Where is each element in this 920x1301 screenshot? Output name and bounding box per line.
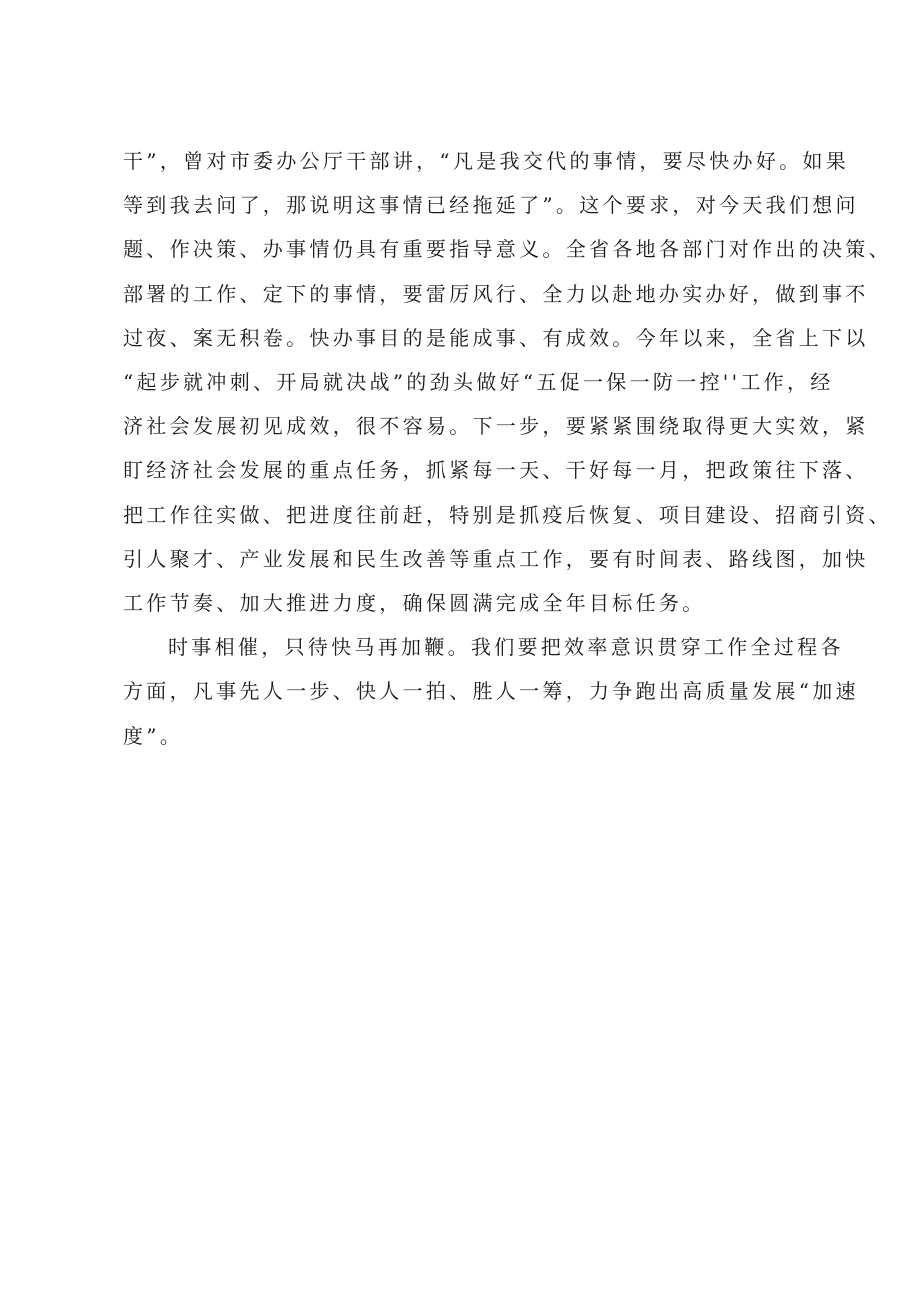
text-line: 部署的工作、定下的事情，要雷厉风行、全力以赴地办实办好，做到事不: [123, 281, 869, 306]
text-line: 等到我去问了，那说明这事情已经拖延了”。这个要求，对今天我们想问: [123, 193, 859, 218]
text-line: 盯经济社会发展的重点任务，抓紧每一天、干好每一月，把政策往下落、: [123, 458, 869, 483]
text-line: “起步就冲刺、开局就决战”的劲头做好“五促一保一防一控''工作，经: [123, 370, 834, 395]
text-line: 题、作决策、办事情仍具有重要指导意义。全省各地各部门对作出的决策、: [123, 237, 892, 262]
text-line: 方面，凡事先人一步、快人一拍、胜人一筹，力争跑出高质量发展“加速: [123, 679, 859, 704]
text-line: 度”。: [123, 723, 184, 748]
paragraph-2: [123, 625, 859, 758]
text-line: 干”，曾对市委办公厅干部讲，“凡是我交代的事情，要尽快办好。如果: [123, 149, 850, 173]
text-line: 济社会发展初见成效，很不容易。下一步，要紧紧围绕取得更大实效，紧: [123, 414, 869, 439]
text-line: 时事相催，只待快马再加鞭。我们要把效率意识贯穿工作全过程各: [168, 635, 844, 660]
text-line: 过夜、案无积卷。快办事目的是能成事、有成效。今年以来，全省上下以: [123, 325, 869, 350]
text-line: 引人聚才、产业发展和民生改善等重点工作，要有时间表、路线图，加快: [123, 546, 869, 571]
text-line: 工作节奏、加大推进力度，确保圆满完成全年目标任务。: [123, 591, 706, 616]
text-line: 把工作往实做、把进度往前赶，特别是抓疫后恢复、项目建设、招商引资、: [123, 502, 892, 527]
paragraph-1: [123, 139, 892, 625]
document-body: [123, 139, 892, 758]
